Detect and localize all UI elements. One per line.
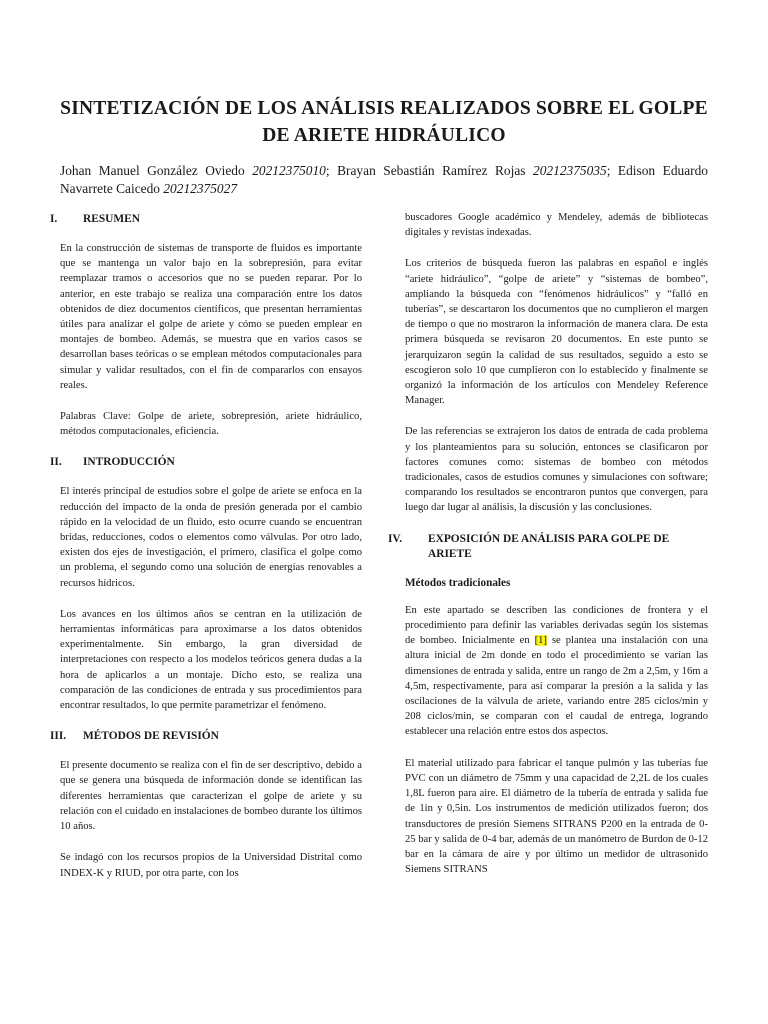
paragraph-text: En este apartado se describen las condiciones de frontera y el procedimiento para definir las variables derivadas según los sistemas de bombeo. Inicialmente en (405, 604, 708, 647)
section-title: INTRODUCCIÓN (83, 456, 175, 469)
paper-title: SINTETIZACIÓN DE LOS ANÁLISIS REALIZADOS SOBRE EL GOLPE DE ARIETE HIDRÁULICO (60, 98, 708, 146)
body-paragraph: El material utilizado para fabricar el tanque pulmón y las tuberías fue PVC con un diámetro de 75mm y una capacidad de 2,2L de los cuales 1,8L fueron para aire. El diámetro de la tubería de entrada y salida fue de 1in y 0,5in. Los instrumentos de medición utilizados fueron; dos transductores de presión Siemens SITRANS P200 en la entrada de 0-25 bar y salida de 0-4 bar, además de un manómetro de Burdon de 0-12 bar en la cámara de aire y por último un medidor de ultrasonido Siemens SITRANS (405, 757, 708, 876)
body-paragraph: De las referencias se extrajeron los datos de entrada de cada problema y los planteamientos para su solución, entonces se clasificaron por factores comunes como: sistemas de bombeo con métodos tradicionales, casos de estudios comunes y simulaciones con software; comparando los resultados se encontraron puntos que convergen, para luego dar lugar al análisis, la discusión y las conclusiones. (405, 426, 708, 514)
section-heading-introduccion (50, 455, 362, 470)
body-paragraph: buscadores Google académico y Mendeley, además de bibliotecas digitales y revistas indexadas. (405, 212, 708, 239)
body-paragraph: Los avances en los últimos años se centran en la utilización de herramientas informáticas para aproximarse a los datos obtenidos experimentalmente. Sin embargo, la gran diversidad de interpretaciones con respecto a los modelos teóricos genera dudas a la hora de aplicarlos a un montaje. Dicho esto, se realiza una comparación de las condiciones de entrada y sus procedimientos para encontrar resultados, lo que permite parametrizar el fenómeno. (60, 608, 362, 712)
section-number: III. (50, 730, 67, 743)
citation-link[interactable]: [1] (534, 635, 547, 647)
author-name: Johan Manuel González Oviedo (60, 163, 253, 178)
author-name: ; Brayan Sebastián Ramírez Rojas (325, 163, 534, 178)
author-name: ; Edison Eduardo Navarrete Caicedo (60, 163, 709, 196)
body-paragraph (405, 603, 708, 740)
author-id: 20212375010 (252, 163, 326, 178)
section-heading-metodos (50, 729, 362, 744)
section-title: EXPOSICIÓN DE ANÁLISIS PARA GOLPE DE ARIETE (428, 532, 670, 560)
subsection-title: Métodos tradicionales (405, 576, 511, 589)
section-number: I. (50, 213, 58, 225)
author-list (60, 162, 708, 198)
right-column (388, 210, 708, 893)
paragraph-text: se plantea una instalación con una altura inicial de 2m donde en todo el procedimiento se varían las dimensiones de entrada y salida, entre un rango de 2m a 2,5m, y 16m a 4,5m, respectivamente, para así comparar la presión a la salida y las oscilaciones de la válvula de ariete, variando entre 285 ciclos/min y 208 ciclos/min, se comparan con el caudal de entrega, logrando establecer una relación entre estos dos aspectos. (405, 635, 708, 738)
section-title: RESUMEN (83, 213, 140, 225)
keywords-paragraph: Palabras Clave: Golpe de ariete, sobrepresión, ariete hidráulico, métodos computacionales, eficiencia. (60, 411, 362, 438)
abstract-paragraph: En la construcción de sistemas de transporte de fluidos es importante que se mantenga un valor bajo en la sobrepresión, para evitar reemplazar tramos o accesorios que no se pueden reparar. Por lo anterior, en este trabajo se realiza una comparación entre los datos obtenidos de diez documentos científicos, que presentan herramientas útiles para analizar el golpe de ariete y cómo se pueden emplear en montajes de bombeo. Además, se muestra que en varios casos se desarrollan bases teóricas o se emplean métodos computacionales para simular y validar resultados, con el fin de compararlos con ensayos reales. (60, 243, 362, 391)
author-id: 20212375035 (533, 163, 607, 178)
section-number: II. (50, 456, 62, 469)
author-id: 20212375027 (163, 181, 238, 196)
body-paragraph: El interés principal de estudios sobre el golpe de ariete se enfoca en la reducción del impacto de la onda de presión generada por el cambio rápido en la velocidad de un fluido, esto ocurre cuando se encuentran bridas, reducciones, codos o elementos como válvulas. Por otro lado, existen dos ejes de investigación, el primero, clasifica el golpe como un problema, el segundo como una solución de energías renovables a recursos hídricos. (60, 486, 362, 589)
body-paragraph: Se indagó con los recursos propios de la Universidad Distrital como INDEX-K y RIUD, por otra parte, con los (60, 852, 362, 879)
section-number: IV. (388, 532, 403, 545)
section-title: MÉTODOS DE REVISIÓN (83, 730, 219, 743)
section-heading-resumen (50, 212, 362, 227)
section-heading-exposicion (388, 532, 708, 562)
left-column (50, 210, 362, 897)
body-paragraph: El presente documento se realiza con el fin de ser descriptivo, debido a que se genera una búsqueda de información donde se identifican las diferentes herramientas que caracterizan el golpe de ariete y su relación con el cuidado en instalaciones de bombeo durante los últimos 10 años. (60, 760, 362, 833)
body-paragraph: Los criterios de búsqueda fueron las palabras en español e inglés “ariete hidráulico”, “golpe de ariete” y “sistemas de bombeo”, ampliando la búsqueda con “fenómenos hidráulicos” y “falló en tuberías”, se descartaron los documentos que no cumplieron el margen de tiempo o que no mostraron la información de manera clara. De esta primera búsqueda se revisaron 20 documentos. En este punto se jerarquizaron según la calidad de sus resultados, seguido a esto se escogieron solo 10 que cumplieron con lo establecido y finalmente se organizó la información de los artículos con Mendeley Reference Manager. (405, 258, 708, 407)
